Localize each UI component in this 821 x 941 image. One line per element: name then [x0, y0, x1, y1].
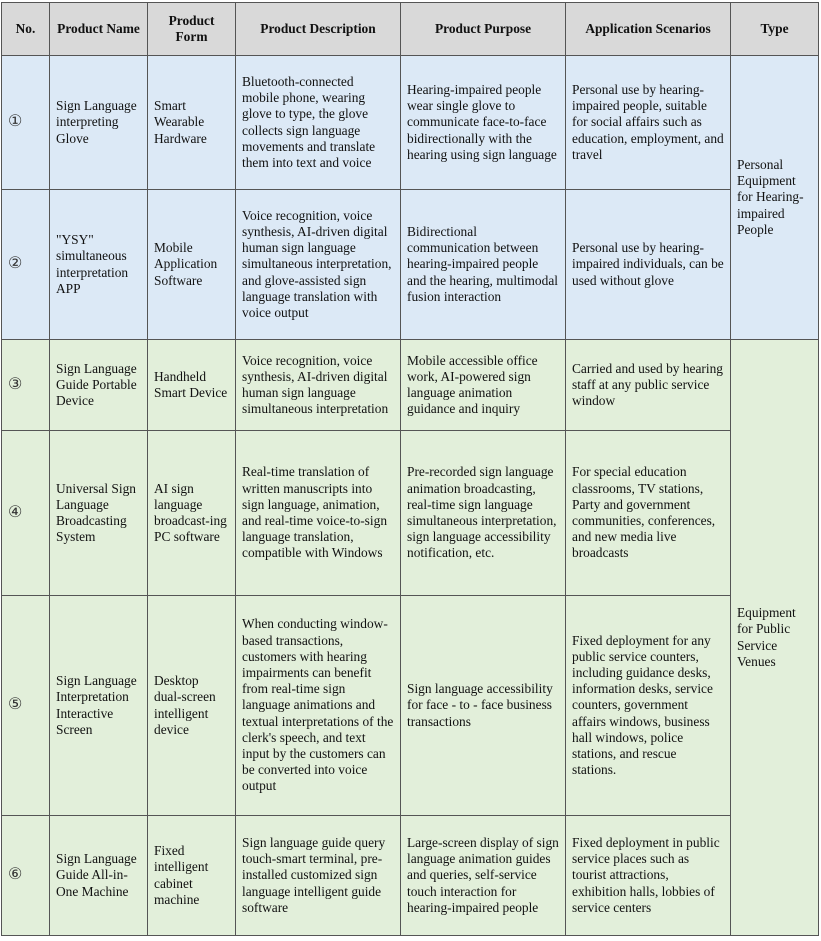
header-application-scenarios: Application Scenarios [566, 3, 731, 56]
product-description-cell: Bluetooth-connected mobile phone, wearing glove to type, the glove collects sign language movements and translate them into text and voice [236, 56, 401, 190]
product-description-cell: When conducting window-based transactions, customers with hearing impairments can benefit from real-time sign language animations and textual interpretations of the clerk's speech, and text input by the customers can be converted into voice output [236, 596, 401, 816]
product-name-cell: "YSY" simultaneous interpretation APP [50, 190, 148, 340]
product-table [1, 2, 819, 936]
table-row [2, 596, 819, 816]
application-scenarios-cell: Fixed deployment in public service places such as tourist attractions, exhibition halls, lobbies of service centers [566, 816, 731, 936]
row-number: ① [2, 56, 50, 190]
row-number: ⑥ [2, 816, 50, 936]
product-form-cell: Fixed intelligent cabinet machine [148, 816, 236, 936]
product-form-cell: Mobile Application Software [148, 190, 236, 340]
header-type: Type [731, 3, 819, 56]
table-row [2, 816, 819, 936]
product-purpose-cell: Pre-recorded sign language animation broadcasting, real-time sign language simultaneous interpretation, sign language accessibility notification, etc. [401, 431, 566, 596]
header-product-name: Product Name [50, 3, 148, 56]
application-scenarios-cell: Carried and used by hearing staff at any public service window [566, 340, 731, 431]
product-description-cell: Sign language guide query touch-smart terminal, pre-installed customized sign language intelligent guide software [236, 816, 401, 936]
header-product-description: Product Description [236, 3, 401, 56]
product-purpose-cell: Large-screen display of sign language animation guides and queries, self-service touch interaction for hearing-impaired people [401, 816, 566, 936]
table-row [2, 190, 819, 340]
row-number: ③ [2, 340, 50, 431]
type-personal-cell: Personal Equipment for Hearing-impaired People [731, 56, 819, 340]
type-public-cell: Equipment for Public Service Venues [731, 340, 819, 936]
product-purpose-cell: Bidirectional communication between hearing-impaired people and the hearing, multimodal fusion interaction [401, 190, 566, 340]
product-name-cell: Sign Language Guide All-in-One Machine [50, 816, 148, 936]
application-scenarios-cell: Personal use by hearing-impaired people, suitable for social affairs such as education, employment, and travel [566, 56, 731, 190]
product-purpose-cell: Sign language accessibility for face - to - face business transactions [401, 596, 566, 816]
product-name-cell: Universal Sign Language Broadcasting System [50, 431, 148, 596]
product-name-cell: Sign Language Interpretation Interactive Screen [50, 596, 148, 816]
application-scenarios-cell: For special education classrooms, TV stations, Party and government communities, conferences, and new media live broadcasts [566, 431, 731, 596]
product-name-cell: Sign Language interpreting Glove [50, 56, 148, 190]
product-name-cell: Sign Language Guide Portable Device [50, 340, 148, 431]
product-purpose-cell: Hearing-impaired people wear single glove to communicate face-to-face bidirectionally with the hearing using sign language [401, 56, 566, 190]
product-description-cell: Voice recognition, voice synthesis, AI-driven digital human sign language simultaneous interpretation, and glove-assisted sign language translation with voice output [236, 190, 401, 340]
product-form-cell: AI sign language broadcast-ing PC software [148, 431, 236, 596]
header-row [2, 3, 819, 56]
table-row [2, 56, 819, 190]
product-purpose-cell: Mobile accessible office work, AI-powered sign language animation guidance and inquiry [401, 340, 566, 431]
product-description-cell: Real-time translation of written manuscripts into sign language, animation, and real-time voice-to-sign language translation, compatible with Windows [236, 431, 401, 596]
product-form-cell: Desktop dual-screen intelligent device [148, 596, 236, 816]
application-scenarios-cell: Fixed deployment for any public service counters, including guidance desks, information desks, service counters, government affairs windows, business hall windows, police stations, and rescue stations. [566, 596, 731, 816]
row-number: ④ [2, 431, 50, 596]
application-scenarios-cell: Personal use by hearing-impaired individuals, can be used without glove [566, 190, 731, 340]
row-number: ② [2, 190, 50, 340]
table-row [2, 431, 819, 596]
table-row [2, 340, 819, 431]
product-form-cell: Handheld Smart Device [148, 340, 236, 431]
header-no: No. [2, 3, 50, 56]
product-form-cell: Smart Wearable Hardware [148, 56, 236, 190]
product-description-cell: Voice recognition, voice synthesis, AI-driven digital human sign language simultaneous interpretation [236, 340, 401, 431]
header-product-purpose: Product Purpose [401, 3, 566, 56]
row-number: ⑤ [2, 596, 50, 816]
header-product-form: Product Form [148, 3, 236, 56]
